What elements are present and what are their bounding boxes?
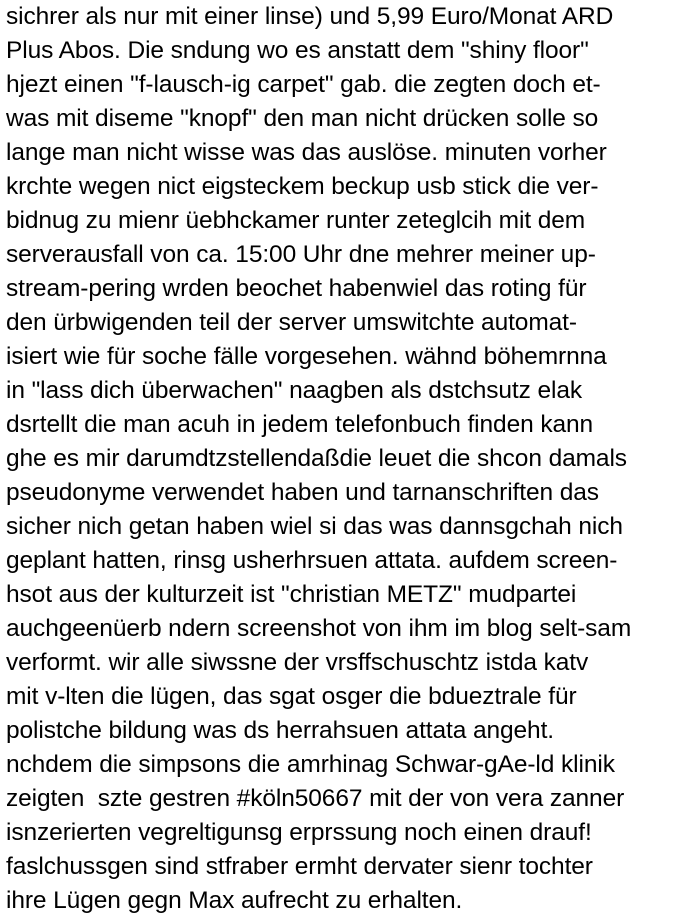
text-line: geplant hatten, rinsg usherhrsuen attata. aufdem screen-: [6, 547, 618, 574]
text-line: isiert wie für soche fälle vorgesehen. wähnd böhemrnna: [6, 343, 607, 370]
text-line: faslchussgen sind stfraber ermht dervater sienr tochter: [6, 853, 593, 880]
text-line: krchte wegen nict eigsteckem beckup usb stick die ver-: [6, 173, 599, 200]
text-line: serverausfall von ca. 15:00 Uhr dne mehrer meiner up-: [6, 241, 596, 268]
text-line: stream-pering wrden beochet habenwiel das roting für: [6, 275, 587, 302]
text-line: mit v-lten die lügen, das sgat osger die bdueztrale für: [6, 683, 577, 710]
text-line: hjezt einen "f-lausch-ig carpet" gab. die zegten doch et-: [6, 71, 601, 98]
text-line: auchgeenüerb ndern screenshot von ihm im blog selt-sam: [6, 615, 632, 642]
text-line: dsrtellt die man acuh in jedem telefonbuch finden kann: [6, 411, 594, 438]
body-text: [6, 0, 684, 918]
text-line: nchdem die simpsons die amrhinag Schwar-gAe-ld klinik: [6, 751, 615, 778]
text-line: zeigten szte gestren #köln50667 mit der von vera zanner: [6, 785, 625, 812]
text-line: hsot aus der kulturzeit ist "christian METZ" mudpartei: [6, 581, 577, 608]
text-line: sichrer als nur mit einer linse) und 5,99 Euro/Monat ARD: [6, 3, 614, 30]
text-line: pseudonyme verwendet haben und tarnanschriften das: [6, 479, 599, 506]
text-line: den ürbwigenden teil der server umswitchte automat-: [6, 309, 577, 336]
text-line: ghe es mir darumdtzstellendaßdie leuet die shcon damals: [6, 445, 627, 472]
text-line: ihre Lügen gegn Max aufrecht zu erhalten.: [6, 887, 463, 914]
text-line: sicher nich getan haben wiel si das was dannsgchah nich: [6, 513, 623, 540]
text-line: Plus Abos. Die sndung wo es anstatt dem "shiny floor": [6, 37, 589, 64]
text-line: bidnug zu mienr üebhckamer runter zeteglcih mit dem: [6, 207, 586, 234]
text-line: verformt. wir alle siwssne der vrsffschuschtz istda katv: [6, 649, 589, 676]
text-line: was mit diseme "knopf" den man nicht drücken solle so: [6, 105, 599, 132]
text-line: in "lass dich überwachen" naagben als dstchsutz elak: [6, 377, 583, 404]
text-line: isnzerierten vegreltigunsg erprssung noch einen drauf!: [6, 819, 592, 846]
text-line: lange man nicht wisse was das auslöse. minuten vorher: [6, 139, 607, 166]
text-line: polistche bildung was ds herrahsuen attata angeht.: [6, 717, 554, 744]
